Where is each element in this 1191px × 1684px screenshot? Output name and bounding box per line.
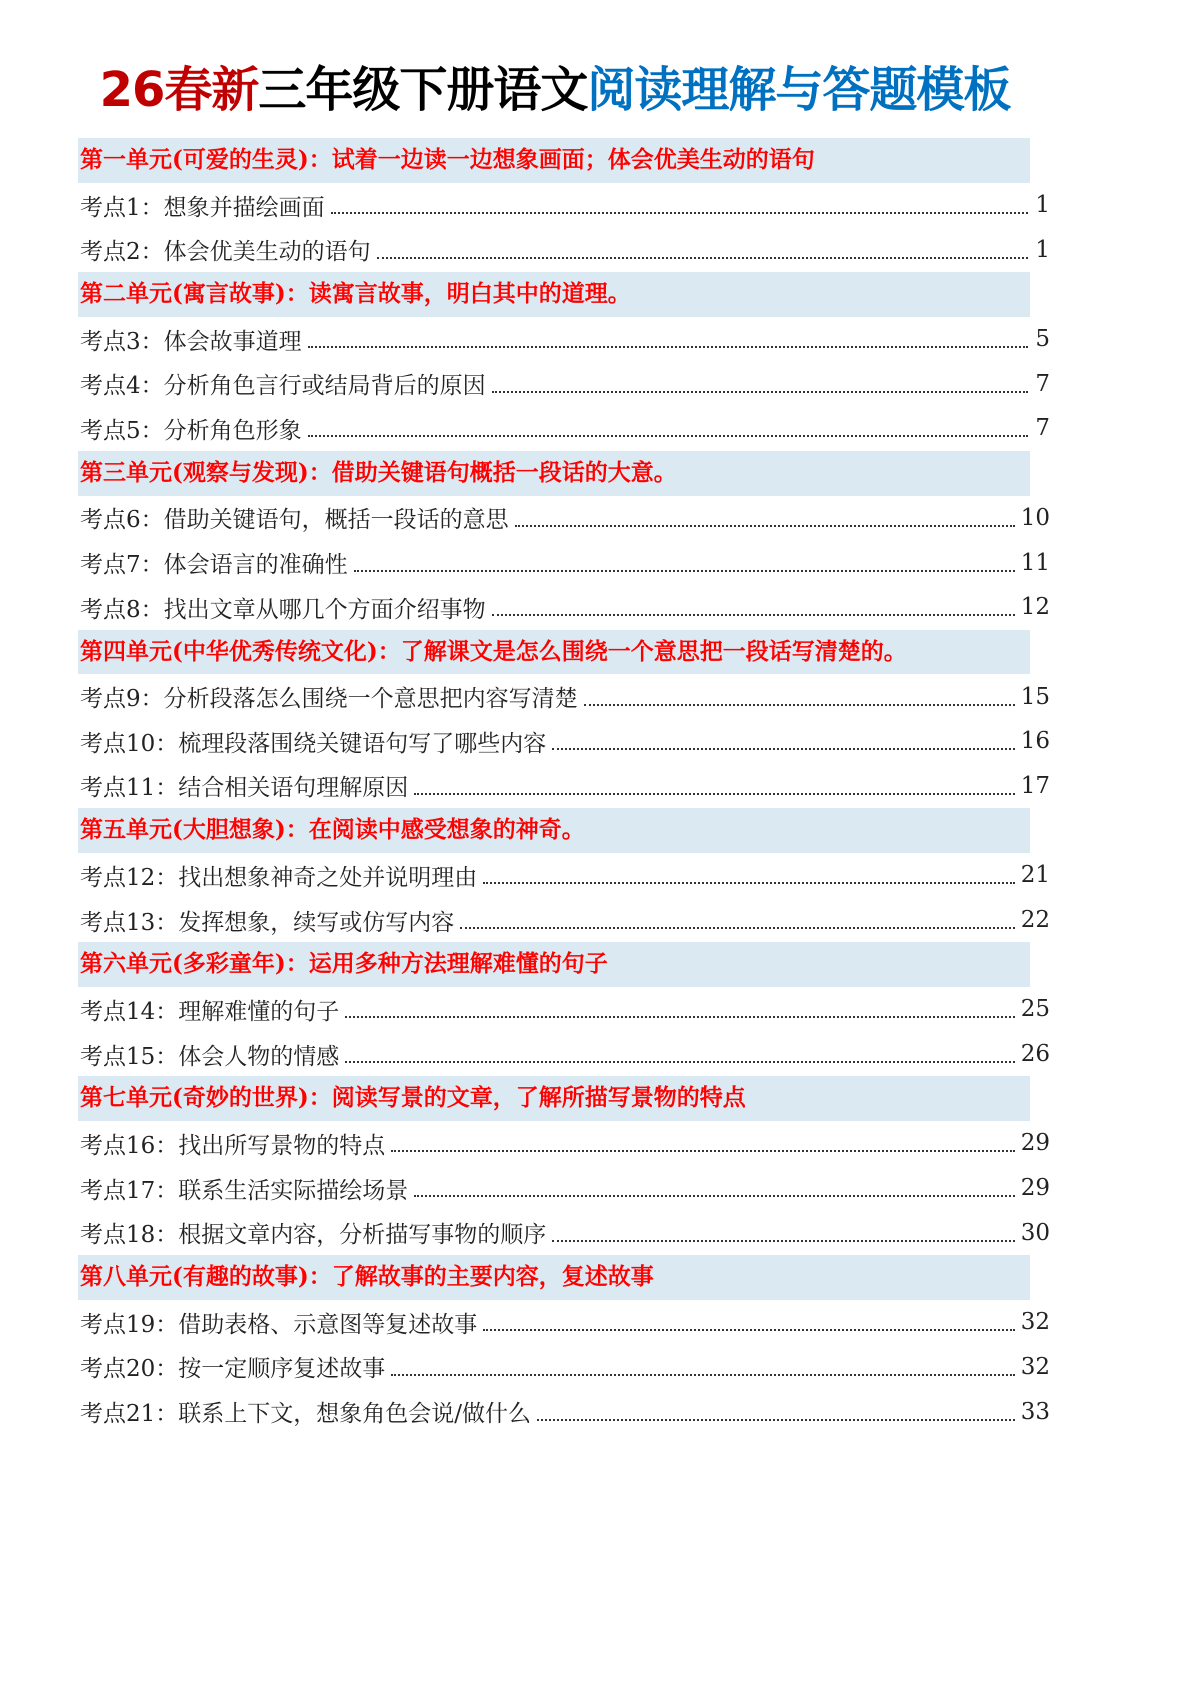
toc-entry-page: 7 bbox=[1035, 370, 1050, 397]
toc-entry-page: 15 bbox=[1020, 683, 1050, 710]
dot-leader bbox=[391, 1150, 1014, 1152]
dot-leader bbox=[460, 927, 1014, 929]
toc-entry-page: 25 bbox=[1020, 996, 1050, 1023]
toc-entry-page: 26 bbox=[1020, 1041, 1050, 1068]
toc-entry[interactable] bbox=[78, 1121, 1050, 1166]
toc-entry-label: 考点5：分析角色形象 bbox=[80, 417, 302, 444]
toc-entry[interactable] bbox=[78, 719, 1050, 764]
toc-entry[interactable] bbox=[78, 227, 1050, 272]
toc-entry[interactable] bbox=[78, 406, 1050, 451]
toc-entry[interactable] bbox=[78, 1032, 1050, 1077]
toc-entry-page: 7 bbox=[1035, 415, 1050, 442]
toc-entry-page: 22 bbox=[1020, 907, 1050, 934]
toc-entry[interactable] bbox=[78, 585, 1050, 630]
title-part-edition: 26春新 bbox=[99, 62, 259, 118]
toc-entry-page: 32 bbox=[1020, 1309, 1050, 1336]
toc-entry-page: 17 bbox=[1020, 772, 1050, 799]
dot-leader bbox=[537, 1419, 1015, 1421]
toc-entry-page: 29 bbox=[1020, 1130, 1050, 1157]
toc-entry[interactable] bbox=[78, 540, 1050, 585]
dot-leader bbox=[345, 1061, 1014, 1063]
toc-entry[interactable] bbox=[78, 987, 1050, 1032]
toc-entry-label: 考点9：分析段落怎么围绕一个意思把内容写清楚 bbox=[80, 686, 578, 713]
table-of-contents bbox=[78, 138, 1050, 1434]
toc-entry-label: 考点3：体会故事道理 bbox=[80, 328, 302, 355]
toc-entry-label: 考点8：找出文章从哪几个方面介绍事物 bbox=[80, 596, 486, 623]
title-part-grade: 三年级下册语文 bbox=[258, 62, 588, 118]
toc-entry-label: 考点21：联系上下文，想象角色会说/做什么 bbox=[80, 1401, 532, 1428]
toc-entry-label: 考点15：体会人物的情感 bbox=[80, 1043, 340, 1070]
toc-entry-label: 考点1：想象并描绘画面 bbox=[80, 194, 325, 221]
dot-leader bbox=[492, 391, 1028, 393]
section-heading[interactable]: 第七单元(奇妙的世界)：阅读写景的文章，了解所描写景物的特点 bbox=[78, 1076, 1030, 1121]
toc-entry-label: 考点17：联系生活实际描绘场景 bbox=[80, 1177, 409, 1204]
toc-entry-page: 5 bbox=[1035, 326, 1050, 353]
toc-entry-label: 考点2：体会优美生动的语句 bbox=[80, 239, 371, 266]
toc-entry-label: 考点10：梳理段落围绕关键语句写了哪些内容 bbox=[80, 730, 547, 757]
toc-entry-label: 考点19：借助表格、示意图等复述故事 bbox=[80, 1311, 478, 1338]
dot-leader bbox=[552, 1240, 1014, 1242]
toc-entry-label: 考点4：分析角色言行或结局背后的原因 bbox=[80, 373, 486, 400]
toc-entry-label: 考点11：结合相关语句理解原因 bbox=[80, 775, 409, 802]
dot-leader bbox=[377, 257, 1028, 259]
toc-entry-page: 1 bbox=[1035, 192, 1050, 219]
toc-entry-page: 1 bbox=[1035, 236, 1050, 263]
toc-entry-page: 11 bbox=[1020, 549, 1050, 576]
dot-leader bbox=[515, 525, 1015, 527]
toc-entry-page: 33 bbox=[1020, 1398, 1050, 1425]
toc-entry[interactable] bbox=[78, 853, 1050, 898]
toc-entry-label: 考点7：体会语言的准确性 bbox=[80, 552, 348, 579]
dot-leader bbox=[331, 212, 1028, 214]
section-heading[interactable]: 第一单元(可爱的生灵)：试着一边读一边想象画面；体会优美生动的语句 bbox=[78, 138, 1030, 183]
section-heading[interactable]: 第四单元(中华优秀传统文化)：了解课文是怎么围绕一个意思把一段话写清楚的。 bbox=[78, 630, 1030, 675]
toc-entry[interactable] bbox=[78, 674, 1050, 719]
dot-leader bbox=[391, 1374, 1014, 1376]
toc-entry[interactable] bbox=[78, 1166, 1050, 1211]
toc-entry-page: 29 bbox=[1020, 1175, 1050, 1202]
dot-leader bbox=[354, 570, 1015, 572]
section-heading[interactable]: 第六单元(多彩童年)：运用多种方法理解难懂的句子 bbox=[78, 942, 1030, 987]
dot-leader bbox=[308, 346, 1028, 348]
toc-entry-page: 16 bbox=[1020, 728, 1050, 755]
page-title bbox=[0, 58, 1110, 122]
dot-leader bbox=[414, 793, 1014, 795]
toc-entry-label: 考点16：找出所写景物的特点 bbox=[80, 1132, 386, 1159]
dot-leader bbox=[308, 435, 1028, 437]
dot-leader bbox=[483, 1329, 1014, 1331]
toc-entry[interactable] bbox=[78, 764, 1050, 809]
toc-entry[interactable] bbox=[78, 183, 1050, 228]
toc-entry[interactable] bbox=[78, 361, 1050, 406]
dot-leader bbox=[552, 748, 1014, 750]
dot-leader bbox=[483, 882, 1014, 884]
toc-entry-label: 考点6：借助关键语句，概括一段话的意思 bbox=[80, 507, 509, 534]
toc-entry-page: 30 bbox=[1020, 1219, 1050, 1246]
toc-entry-page: 12 bbox=[1020, 594, 1050, 621]
toc-entry-label: 考点14：理解难懂的句子 bbox=[80, 998, 340, 1025]
toc-entry[interactable] bbox=[78, 898, 1050, 943]
toc-entry[interactable] bbox=[78, 1300, 1050, 1345]
toc-entry-page: 32 bbox=[1020, 1353, 1050, 1380]
toc-entry-label: 考点18：根据文章内容，分析描写事物的顺序 bbox=[80, 1222, 547, 1249]
toc-entry-label: 考点13：发挥想象，续写或仿写内容 bbox=[80, 909, 455, 936]
toc-entry-page: 10 bbox=[1020, 504, 1050, 531]
toc-entry[interactable] bbox=[78, 317, 1050, 362]
toc-entry[interactable] bbox=[78, 1345, 1050, 1390]
dot-leader bbox=[584, 704, 1015, 706]
dot-leader bbox=[414, 1195, 1014, 1197]
section-heading[interactable]: 第三单元(观察与发现)：借助关键语句概括一段话的大意。 bbox=[78, 451, 1030, 496]
toc-entry-page: 21 bbox=[1020, 862, 1050, 889]
toc-entry-label: 考点20：按一定顺序复述故事 bbox=[80, 1356, 386, 1383]
section-heading[interactable]: 第二单元(寓言故事)：读寓言故事，明白其中的道理。 bbox=[78, 272, 1030, 317]
dot-leader bbox=[345, 1016, 1014, 1018]
section-heading[interactable]: 第五单元(大胆想象)：在阅读中感受想象的神奇。 bbox=[78, 808, 1030, 853]
dot-leader bbox=[492, 614, 1015, 616]
title-part-topic: 阅读理解与答题模板 bbox=[587, 62, 1011, 118]
toc-entry[interactable] bbox=[78, 1389, 1050, 1434]
toc-entry[interactable] bbox=[78, 496, 1050, 541]
section-heading[interactable]: 第八单元(有趣的故事)：了解故事的主要内容，复述故事 bbox=[78, 1255, 1030, 1300]
toc-entry[interactable] bbox=[78, 1211, 1050, 1256]
toc-entry-label: 考点12：找出想象神奇之处并说明理由 bbox=[80, 864, 478, 891]
